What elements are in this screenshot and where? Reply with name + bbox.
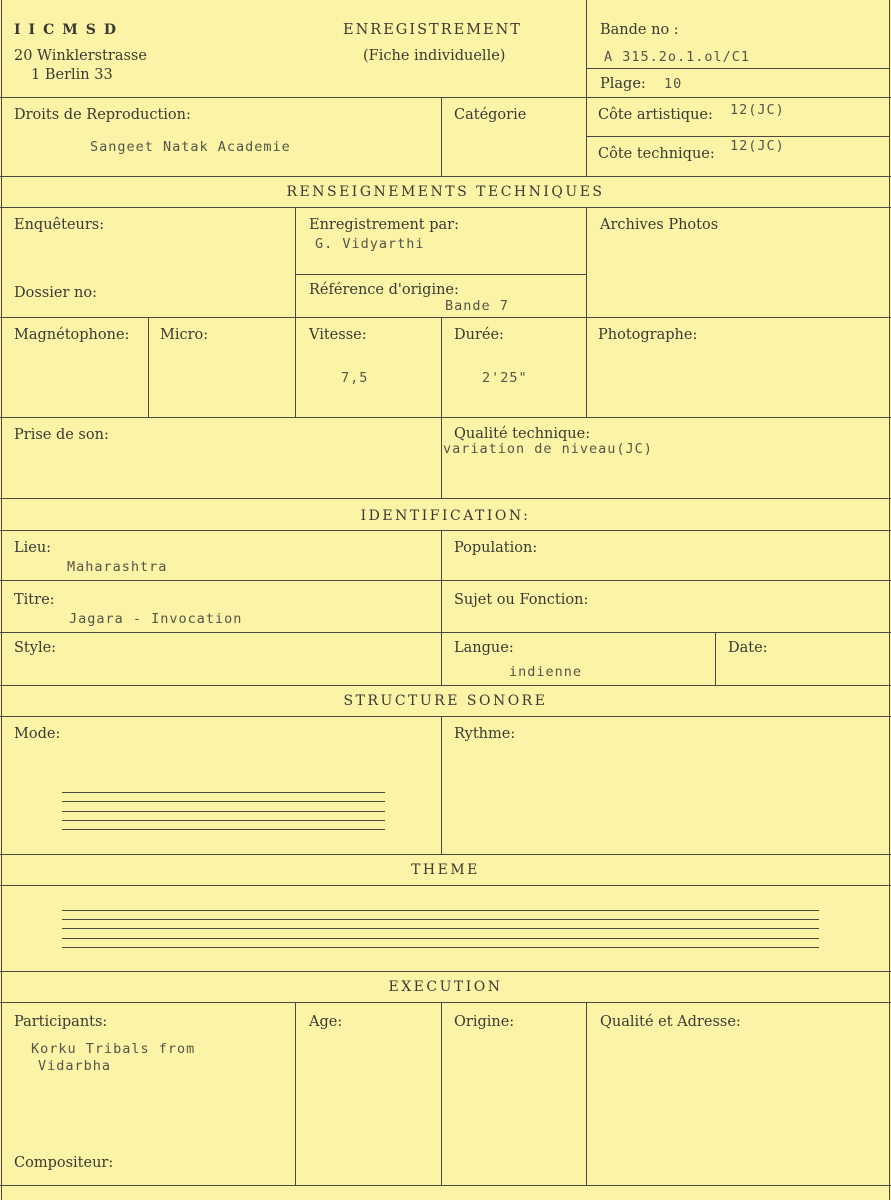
bande-value: A 315.2o.1.ol/C1	[604, 49, 751, 65]
lieu-label: Lieu:	[14, 540, 52, 556]
vitesse-label: Vitesse:	[309, 327, 367, 343]
style-label: Style:	[14, 640, 57, 656]
categorie-label: Catégorie	[454, 107, 527, 123]
population-label: Population:	[454, 540, 538, 556]
section-theme: THEME	[411, 862, 480, 878]
mode-label: Mode:	[14, 726, 61, 742]
micro-label: Micro:	[160, 327, 209, 343]
origine-divider	[441, 1002, 442, 1185]
age-label: Age:	[309, 1014, 343, 1030]
vitesse-divider	[295, 317, 296, 417]
photographe-label: Photographe:	[598, 327, 698, 343]
enregistrement-par-label: Enregistrement par:	[309, 217, 459, 233]
titre-label: Titre:	[14, 592, 55, 608]
rule-theme	[0, 885, 891, 886]
sujet-label: Sujet ou Fonction:	[454, 592, 589, 608]
header-divider	[586, 0, 587, 176]
rule-titre	[0, 632, 891, 633]
date-label: Date:	[728, 640, 768, 656]
droits-label: Droits de Reproduction:	[14, 107, 191, 123]
lieu-value: Maharashtra	[67, 559, 168, 575]
tech-col-2	[586, 207, 587, 317]
rule-identification	[0, 530, 891, 531]
titre-value: Jagara - Invocation	[69, 611, 243, 627]
enqueteurs-label: Enquêteurs:	[14, 217, 105, 233]
qualite-adresse-divider	[586, 1002, 587, 1185]
form-subtitle: (Fiche individuelle)	[363, 48, 506, 64]
reference-label: Référence d'origine:	[309, 282, 459, 298]
frame-left	[1, 0, 2, 1200]
duree-label: Durée:	[454, 327, 504, 343]
duree-divider	[441, 317, 442, 498]
rule-techniques	[0, 207, 891, 208]
rule-structure	[0, 716, 891, 717]
rule-bottom	[0, 1185, 891, 1186]
section-structure: STRUCTURE SONORE	[343, 693, 548, 709]
rule-theme-bottom	[0, 971, 891, 972]
rule-header	[0, 97, 891, 98]
origine-label: Origine:	[454, 1014, 515, 1030]
cote-technique-label: Côte technique:	[598, 146, 715, 162]
plage-label: Plage:	[600, 76, 646, 92]
vitesse-value: 7,5	[341, 370, 369, 386]
form-title: ENREGISTREMENT	[343, 22, 522, 38]
rule-equipement	[0, 417, 891, 418]
photographe-divider	[586, 317, 587, 417]
rule-rights	[0, 176, 891, 177]
bande-label: Bande no :	[600, 22, 679, 38]
section-execution: EXECUTION	[388, 979, 503, 995]
rule-prise	[0, 498, 891, 499]
categorie-divider	[441, 97, 442, 176]
rule-lieu	[0, 580, 891, 581]
prise-de-son-label: Prise de son:	[14, 427, 109, 443]
section-techniques: RENSEIGNEMENTS TECHNIQUES	[286, 184, 605, 200]
mode-divider	[441, 716, 442, 854]
participants-label: Participants:	[14, 1014, 108, 1030]
participants-line-1: Korku Tribals from	[31, 1041, 196, 1057]
address-line-2: 1 Berlin 33	[31, 67, 113, 83]
reference-divider	[295, 274, 586, 275]
cote-artistique-label: Côte artistique:	[598, 107, 713, 123]
enregistrement-par-value: G. Vidyarthi	[315, 236, 425, 252]
cote-artistique-value: 12(JC)	[730, 102, 785, 118]
qualite-technique-label: Qualité technique:	[454, 426, 591, 442]
qualite-adresse-label: Qualité et Adresse:	[600, 1014, 741, 1030]
institution-logo: IICMSD	[14, 22, 124, 38]
langue-label: Langue:	[454, 640, 514, 656]
plage-value: 10	[664, 76, 683, 92]
age-divider	[295, 1002, 296, 1185]
reference-value: Bande 7	[445, 298, 509, 314]
duree-value: 2'25"	[482, 370, 528, 386]
micro-divider	[148, 317, 149, 417]
address-line-1: 20 Winklerstrasse	[14, 48, 147, 64]
droits-value: Sangeet Natak Academie	[90, 139, 291, 155]
cote-divider	[586, 136, 890, 137]
section-identification: IDENTIFICATION:	[360, 508, 531, 524]
rule-style	[0, 685, 891, 686]
rule-execution	[0, 1002, 891, 1003]
dossier-label: Dossier no:	[14, 285, 97, 301]
ident-divider	[441, 530, 442, 685]
participants-line-2: Vidarbha	[38, 1058, 112, 1074]
frame-right	[889, 0, 890, 1200]
cote-technique-value: 12(JC)	[730, 138, 785, 154]
tech-col-1	[295, 207, 296, 317]
rule-dossier	[0, 317, 891, 318]
rule-mode	[0, 854, 891, 855]
date-divider	[715, 632, 716, 685]
archives-photos-label: Archives Photos	[600, 217, 719, 233]
compositeur-label: Compositeur:	[14, 1155, 114, 1171]
qualite-technique-value: variation de niveau(JC)	[443, 441, 653, 457]
magnetophone-label: Magnétophone:	[14, 327, 130, 343]
langue-value: indienne	[509, 664, 583, 680]
rythme-label: Rythme:	[454, 726, 516, 742]
bande-divider	[586, 68, 890, 69]
